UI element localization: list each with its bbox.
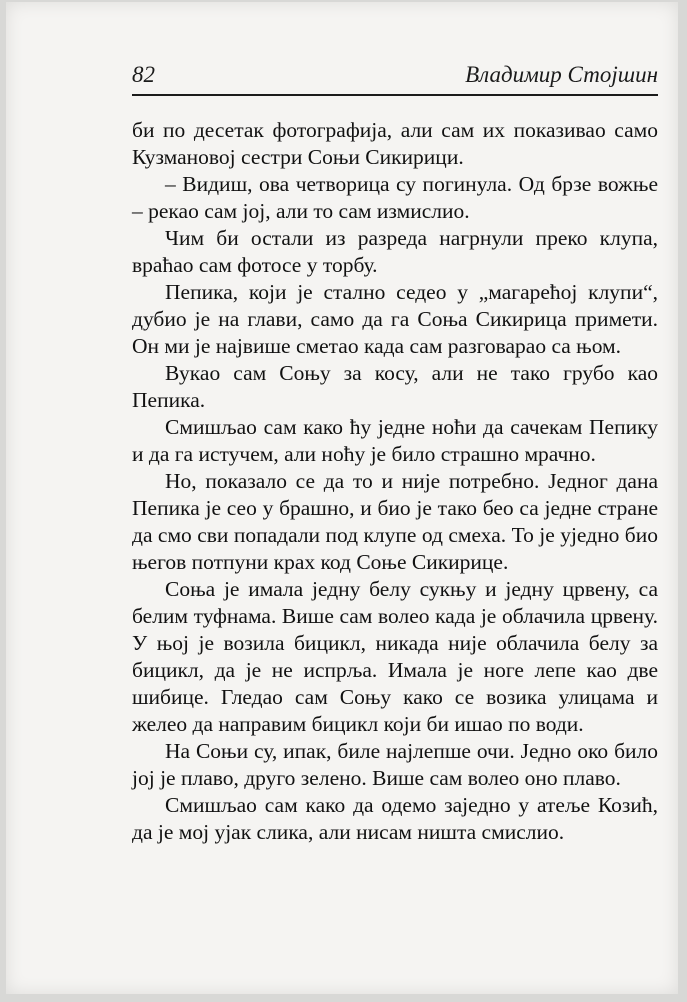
paragraph: На Соњи су, ипак, биле најлепше очи. Једно око било јој је плаво, друго зелено. Више сам волео оно плаво. [132,739,658,790]
running-head: Владимир Стојшин [465,62,658,87]
paragraph: Смишљао сам како ћу једне ноћи да сачекам Пепику и да га истучем, али ноћу је било страшно мрачно. [132,415,658,466]
paragraph: Чим би остали из разреда нагрнули преко клупа, враћао сам фотосе у торбу. [132,226,658,277]
book-page [6,2,678,994]
paragraph: Соња је имала једну белу сукњу и једну црвену, са белим туфнама. Више сам волео када је облачила црвену. У њој је возила бицикл, никада није облачила белу за бицикл, да је не испрља. Имала је ноге лепе као две шибице. Гледао сам Соњу како се возика улицама и желео да направим бицикл који би ишао по води. [132,577,658,736]
paragraph: – Видиш, ова четворица су погинула. Од брзе вожње – рекао сам јој, али то сам измислио. [132,172,658,223]
paragraph: Вукао сам Соњу за косу, али не тако грубо као Пепика. [132,361,658,412]
page-header [132,62,658,92]
body-text [132,117,658,846]
paragraph: Смишљао сам како да одемо заједно у атеље Козић, да је мој ујак слика, али нисам ништа смислио. [132,793,658,844]
header-rule [132,94,658,96]
paragraph: Пепика, који је стално седео у „магарећој клупи“, дубио је на глави, само да га Соња Сикирица примети. Он ми је највише сметао када сам разговарао са њом. [132,280,658,358]
paragraph: би по десетак фотографија, али сам их показивао само Кузмановој сестри Соњи Сикирици. [132,118,658,169]
page-number: 82 [132,62,155,87]
paragraph: Но, показало се да то и није потребно. Једног дана Пепика је сео у брашно, и био је тако бео са једне стране да смо сви попадали под клупе од смеха. То је уједно био његов потпуни крах код Соње Сикирице. [132,469,658,574]
